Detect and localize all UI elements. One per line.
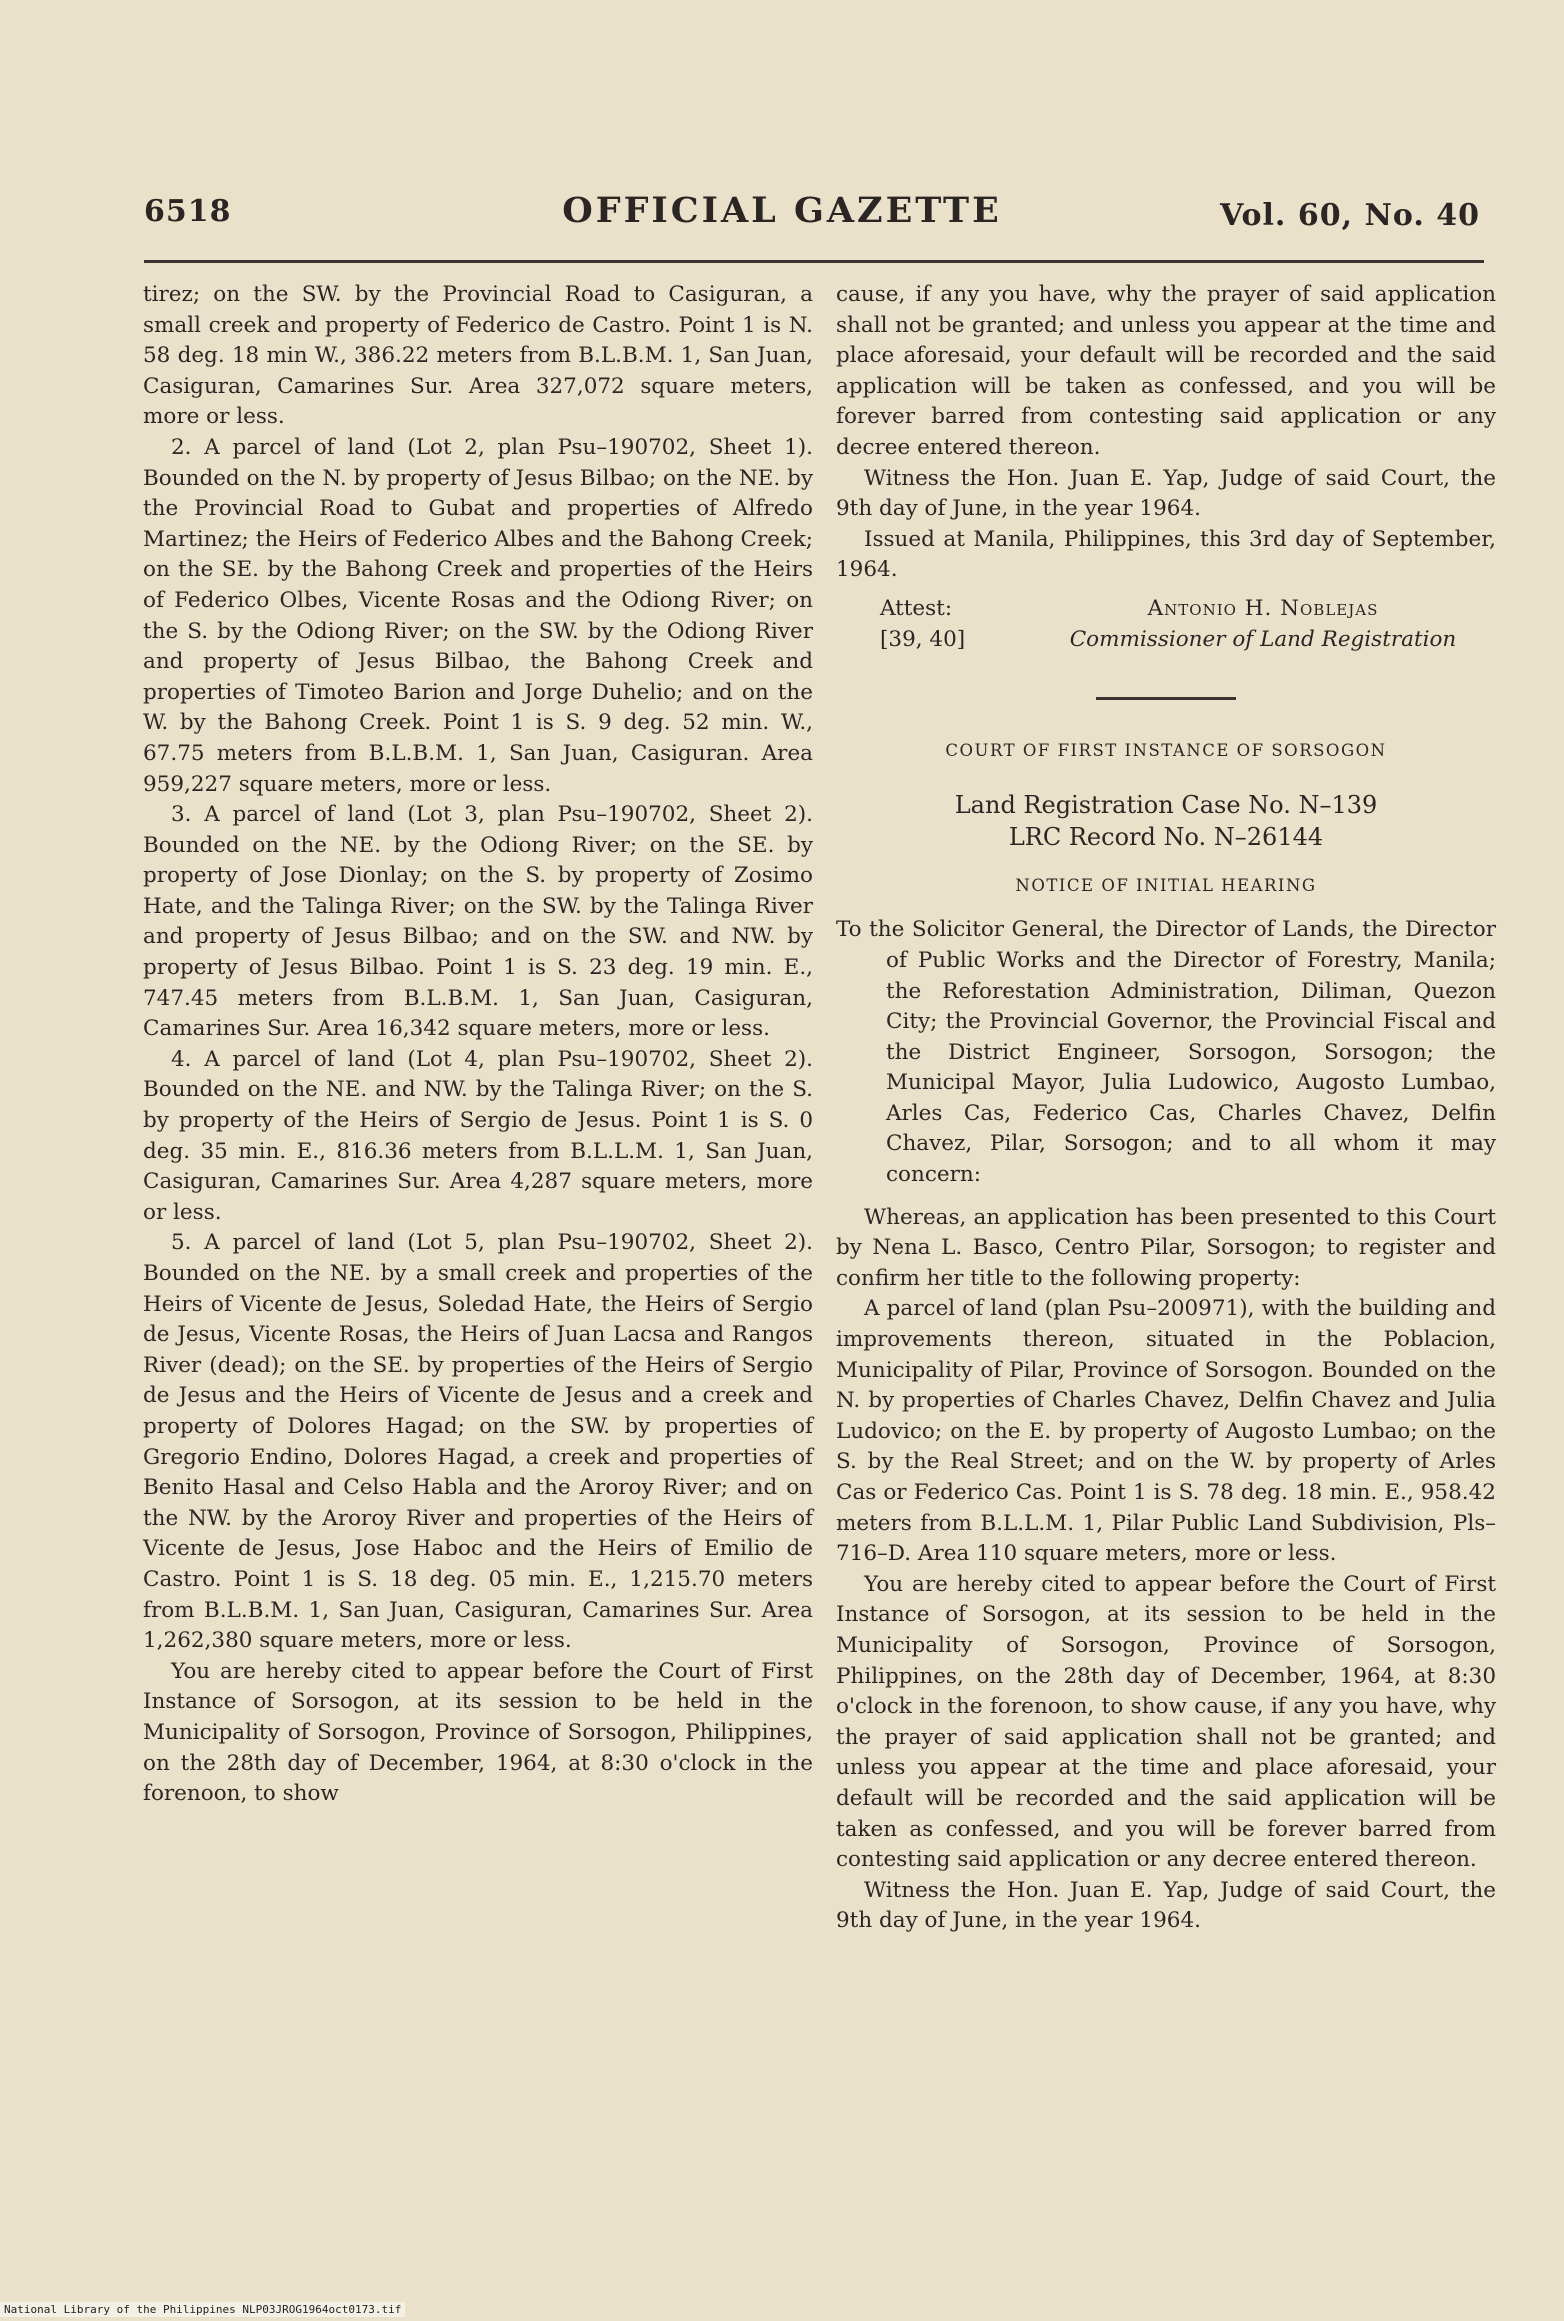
paragraph: cause, if any you have, why the prayer of said application shall not be granted; and unless you appear at the time and place aforesaid, your default will be recorded and the said application will be taken as confessed, and you will be forever barred from contesting said application or any decree entered thereon. [836, 282, 1496, 460]
paragraph: A parcel of land (plan Psu–200971), with the building and improvements thereon, situated in the Poblacion, Municipality of Pilar, Province of Sorsogon. Bounded on the N. by properties of Charles Chavez, Delfin Chavez and Julia Ludovico; on the E. by property of Augosto Lumbao; on the S. by the Real Street; and on the W. by property of Arles Cas or Federico Cas. Point 1 is S. 78 deg. 18 min. E., 958.42 meters from B.L.L.M. 1, Pilar Public Land Subdivision, Pls–716–D. Area 110 square meters, more or less. [836, 1296, 1496, 1567]
paragraph: Witness the Hon. Juan E. Yap, Judge of said Court, the 9th day of June, in the year 1964. [836, 1877, 1496, 1934]
attest-label: Attest: [880, 595, 953, 621]
page-number: 6518 [144, 194, 232, 229]
header-rule [144, 260, 1484, 263]
addressees: To the Solicitor General, the Director of Lands, the Director of Public Works and the Director of Forestry, Manila; the Reforestation Administration, Diliman, Quezon City; the Provincial Governor, the Provincial Fiscal and the District Engineer, Sorsogon, Sorsogon; the Municipal Mayor, Julia Ludowico, Augosto Lumbao, Arles Cas, Federico Cas, Charles Chavez, Delfin Chavez, Pilar, Sorsogon; and to all whom it may concern: [836, 917, 1496, 1188]
paragraph: Witness the Hon. Juan E. Yap, Judge of said Court, the 9th day of June, in the year 1964. [836, 465, 1496, 522]
attest-reference: [39, 40] [880, 626, 966, 652]
notice-heading: NOTICE OF INITIAL HEARING [1015, 875, 1317, 895]
left-column [143, 280, 813, 1810]
gazette-title: OFFICIAL GAZETTE [562, 190, 1002, 231]
case-number: Land Registration Case No. N–139 [954, 790, 1378, 819]
paragraph: tirez; on the SW. by the Provincial Road to Casiguran, a small creek and property of Federico de Castro. Point 1 is N. 58 deg. 18 min W., 386.22 meters from B.L.B.M. 1, San Juan, Casiguran, Camarines Sur. Area 327,072 square meters, more or less. [143, 282, 813, 430]
record-number: LRC Record No. N–26144 [1008, 822, 1324, 851]
court-heading: COURT OF FIRST INSTANCE OF SORSOGON [945, 741, 1387, 761]
paragraph: You are hereby cited to appear before the Court of First Instance of Sorsogon, at its session to be held in the Municipality of Sorsogon, Province of Sorsogon, Philippines, on the 28th day of December, 1964, at 8:30 o'clock in the forenoon, to show cause, if any you have, why the prayer of said application shall not be granted; and unless you appear at the time and place aforesaid, your default will be recorded and the said application will be taken as confessed, and you will be forever barred from contesting said application or any decree entered thereon. [836, 1571, 1496, 1873]
attest-block [836, 594, 1496, 655]
scan-footer: National Library of the Philippines NLP03JROG1964oct0173.tif [0, 2302, 405, 2317]
paragraph: Issued at Manila, Philippines, this 3rd day of September, 1964. [836, 526, 1496, 583]
section-divider [1096, 697, 1236, 700]
paragraph: 4. A parcel of land (Lot 4, plan Psu–190702, Sheet 2). Bounded on the NE. and NW. by the Talinga River; on the S. by property of the Heirs of Sergio de Jesus. Point 1 is S. 0 deg. 35 min. E., 816.36 meters from B.L.L.M. 1, San Juan, Casiguran, Camarines Sur. Area 4,287 square meters, more or less. [143, 1046, 813, 1225]
signer-name: Antonio H. Noblejas [1147, 595, 1379, 621]
signer-title: Commissioner of Land Registration [1069, 626, 1457, 652]
right-column [836, 280, 1496, 1937]
volume-number: Vol. 60, No. 40 [1220, 198, 1480, 233]
paragraph: You are hereby cited to appear before the Court of First Instance of Sorsogon, at its session to be held in the Municipality of Sorsogon, Province of Sorsogon, Philippines, on the 28th day of December, 1964, at 8:30 o'clock in the forenoon, to show [143, 1658, 813, 1807]
paragraph: Whereas, an application has been presented to this Court by Nena L. Basco, Centro Pilar, Sorsogon; to register and confirm her title to the following property: [836, 1204, 1496, 1291]
paragraph: 5. A parcel of land (Lot 5, plan Psu–190702, Sheet 2). Bounded on the NE. by a small creek and properties of the Heirs of Vicente de Jesus, Soledad Hate, the Heirs of Sergio de Jesus, Vicente Rosas, the Heirs of Juan Lacsa and Rangos River (dead); on the SE. by properties of the Heirs of Sergio de Jesus and the Heirs of Vicente de Jesus and a creek and property of Dolores Hagad; on the SW. by properties of Gregorio Endino, Dolores Hagad, a creek and properties of Benito Hasal and Celso Habla and the Aroroy River; and on the NW. by the Aroroy River and properties of the Heirs of Vicente de Jesus, Jose Haboc and the Heirs of Emilio de Castro. Point 1 is S. 18 deg. 05 min. E., 1,215.70 meters from B.L.B.M. 1, San Juan, Casiguran, Camarines Sur. Area 1,262,380 square meters, more or less. [143, 1230, 813, 1654]
paragraph: 2. A parcel of land (Lot 2, plan Psu–190702, Sheet 1). Bounded on the N. by property of Jesus Bilbao; on the NE. by the Provincial Road to Gubat and properties of Alfredo Martinez; the Heirs of Federico Albes and the Bahong Creek; on the SE. by the Bahong Creek and properties of the Heirs of Federico Olbes, Vicente Rosas and the Odiong River; on the S. by the Odiong River; on the SW. by the Odiong River and property of Jesus Bilbao, the Bahong Creek and properties of Timoteo Barion and Jorge Duhelio; and on the W. by the Bahong Creek. Point 1 is S. 9 deg. 52 min. W., 67.75 meters from B.L.B.M. 1, San Juan, Casiguran. Area 959,227 square meters, more or less. [143, 434, 813, 797]
paragraph: 3. A parcel of land (Lot 3, plan Psu–190702, Sheet 2). Bounded on the NE. by the Odiong River; on the SE. by property of Jose Dionlay; on the S. by property of Zosimo Hate, and the Talinga River; on the SW. by the Talinga River and property of Jesus Bilbao; and on the SW. and NW. by property of Jesus Bilbao. Point 1 is S. 23 deg. 19 min. E., 747.45 meters from B.L.B.M. 1, San Juan, Casiguran, Camarines Sur. Area 16,342 square meters, more or less. [143, 802, 813, 1042]
